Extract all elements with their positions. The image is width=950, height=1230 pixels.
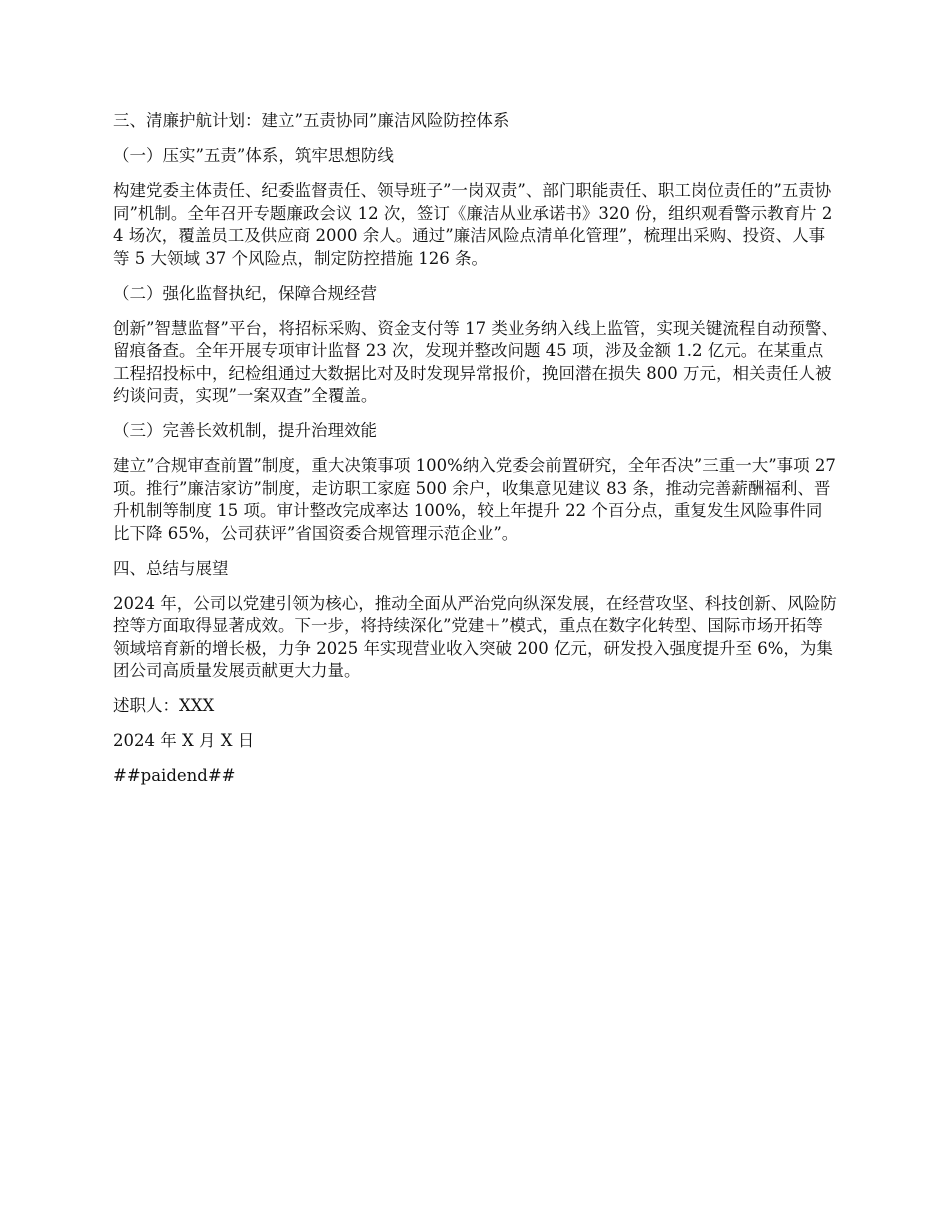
- subsection-1-title: （一）压实”五责”体系，筑牢思想防线: [113, 146, 394, 165]
- subsection-1-body: 构建党委主体责任、纪委监督责任、领导班子”一岗双责”、部门职能责任、职工岗位责任的”五责协同”机制。全年召开专题廉政会议 12 次，签订《廉洁从业承诺书》320 份，组织观看警示教育片 24 场次，覆盖员工及供应商 2000 余人。通过”廉洁风险点清单化管理”，梳理出采购、投资、人事等 5 大领域 37 个风险点，制定防控措施 126 条。: [113, 181, 833, 268]
- subsection-2-body: 创新”智慧监督”平台，将招标采购、资金支付等 17 类业务纳入线上监管，实现关键流程自动预警、留痕备查。全年开展专项审计监督 23 次，发现并整改问题 45 项，涉及金额 1.2 亿元。在某重点工程招投标中，纪检组通过大数据比对及时发现异常报价，挽回潜在损失 800 万元，相关责任人被约谈问责，实现”一案双查”全覆盖。: [113, 318, 838, 405]
- date-line: 2024 年 X 月 X 日: [113, 731, 255, 750]
- section-4-body: 2024 年，公司以党建引领为核心，推动全面从严治党向纵深发展，在经营攻坚、科技创新、风险防控等方面取得显著成效。下一步，将持续深化”党建＋”模式，重点在数字化转型、国际市场开拓等领域培育新的增长极，力争 2025 年实现营业收入突破 200 亿元，研发投入强度提升至 6%，为集团公司高质量发展贡献更大力量。: [113, 593, 837, 680]
- subsection-2-title: （二）强化监督执纪，保障合规经营: [113, 283, 377, 303]
- reporter-line: 述职人：XXX: [113, 696, 215, 715]
- section-4-title: 四、总结与展望: [113, 558, 229, 578]
- subsection-3-body: 建立”合规审查前置”制度，重大决策事项 100%纳入党委会前置研究，全年否决”三重一大”事项 27 项。推行”廉洁家访”制度，走访职工家庭 500 余户，收集意见建议 83 条，推动完善薪酬福利、晋升机制等制度 15 项。审计整改完成率达 100%，较上年提升 22 个百分点，重复发生风险事件同比下降 65%，公司获评”省国资委合规管理示范企业”。: [113, 456, 836, 543]
- subsection-3-title: （三）完善长效机制，提升治理效能: [113, 421, 377, 440]
- end-marker: ##paidend##: [113, 766, 236, 785]
- section-3-title: 三、清廉护航计划：建立”五责协同”廉洁风险防控体系: [113, 111, 510, 130]
- document-page: [113, 110, 838, 800]
